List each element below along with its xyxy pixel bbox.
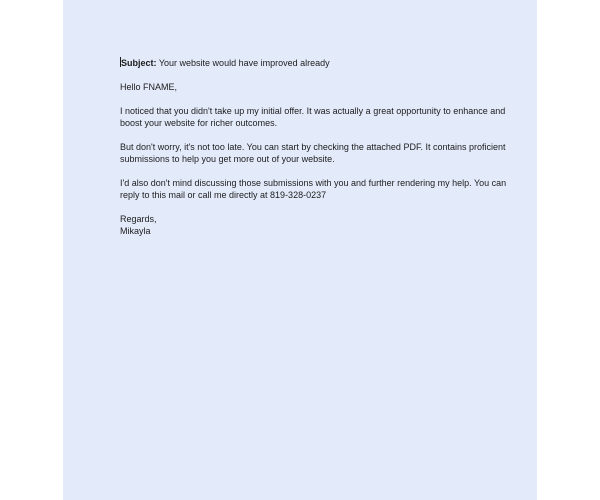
- document-page: [63, 0, 537, 500]
- closing: Regards,: [120, 214, 157, 224]
- subject-text: Your website would have improved already: [158, 58, 330, 68]
- paragraph-attachment: But don't worry, it's not too late. You can start by checking the attached PDF. It contains proficient submissions to help you get more out of your website.: [120, 142, 506, 164]
- paragraph-offer: I noticed that you didn't take up my initial offer. It was actually a great opportunity to enhance and boost your website for richer outcomes.: [120, 106, 506, 128]
- signature: Mikayla: [120, 226, 151, 236]
- subject-line: [120, 57, 512, 69]
- greeting: Hello FNAME,: [120, 82, 178, 92]
- paragraph-contact: I'd also don't mind discussing those submissions with you and further rendering my help. You can reply to this mail or call me directly at 819-328-0237: [120, 178, 507, 200]
- email-body[interactable]: [120, 57, 512, 237]
- subject-label: Subject:: [121, 58, 157, 68]
